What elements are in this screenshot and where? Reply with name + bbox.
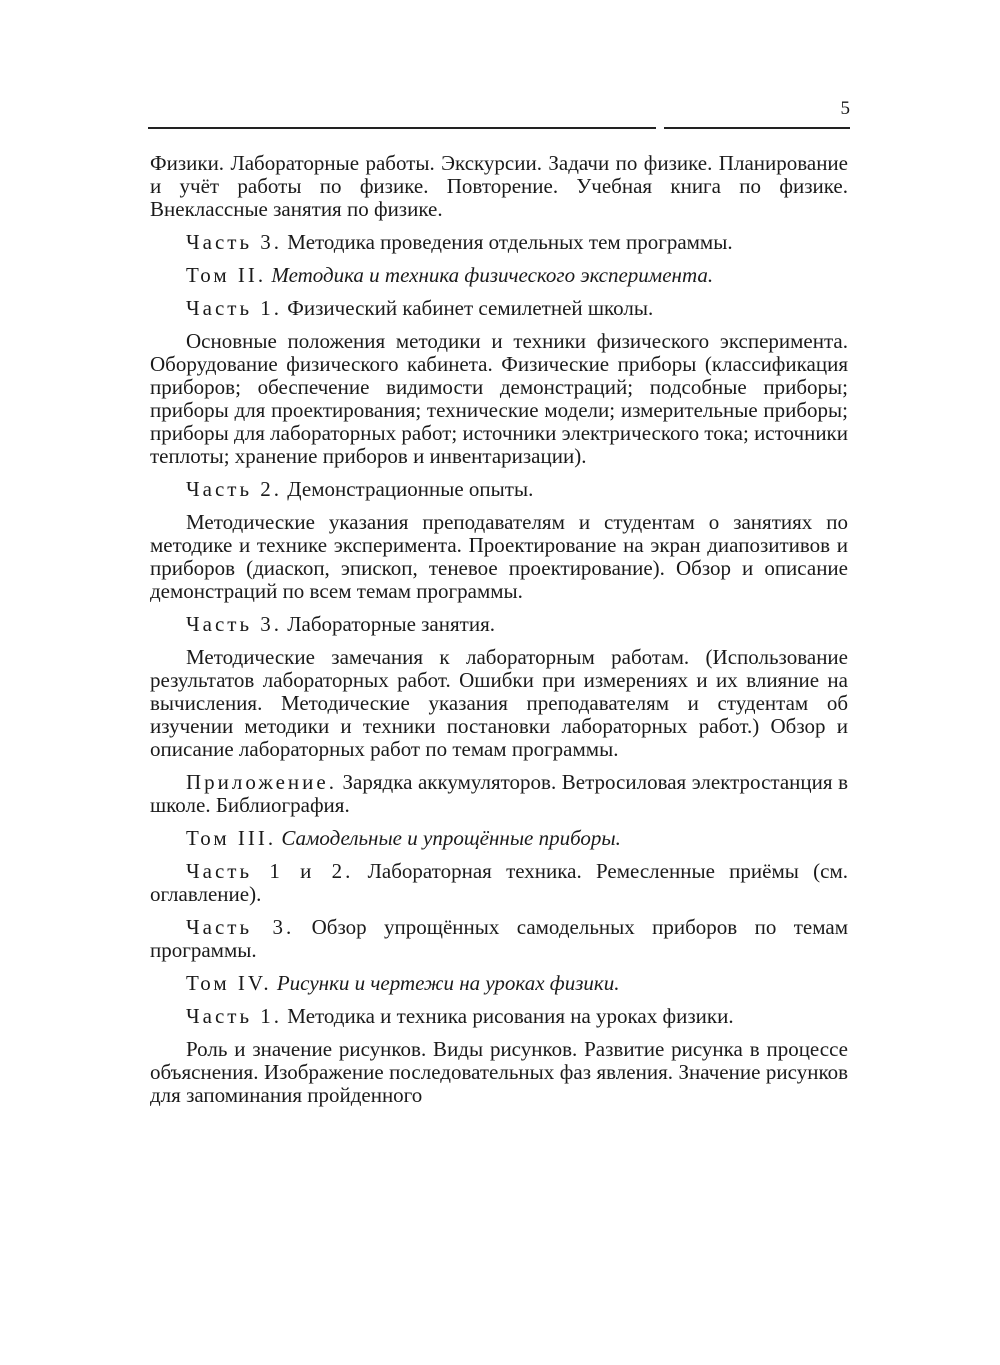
appendix-label: Приложение.	[186, 770, 337, 794]
part-heading	[150, 1005, 848, 1028]
part-heading	[150, 916, 848, 962]
part-title: Лабораторная техника. Ремесленные приёмы (см. оглавление).	[150, 859, 848, 906]
part-label: Часть 3.	[186, 612, 283, 636]
volume-label: Том III.	[186, 826, 277, 850]
paragraph	[150, 511, 848, 603]
part-title: Физический кабинет семилетней школы.	[287, 296, 654, 320]
paragraph-text: Методические указания преподавателям и студентам о занятиях по методике и технике эксперимента. Проектирование на экран диапозитивов и приборов (диаскоп, эпископ, теневое проектирование). Обзор и описание демонстраций по всем темам программы.	[150, 510, 848, 603]
part-label: Часть 3.	[186, 230, 283, 254]
volume-label: Том II.	[186, 263, 267, 287]
volume-label: Том IV.	[186, 971, 272, 995]
part-title: Обзор упрощённых самодельных приборов по темам программы.	[150, 915, 849, 962]
volume-heading	[150, 972, 848, 995]
part-title: Лабораторные занятия.	[287, 612, 495, 636]
part-label: Часть 3.	[186, 915, 295, 939]
volume-title: Методика и техника физического эксперимента.	[271, 263, 714, 287]
volume-title: Самодельные и упрощённые приборы.	[281, 826, 621, 850]
page-number: 5	[840, 98, 850, 119]
part-label: Часть 1.	[186, 1004, 283, 1028]
part-heading	[150, 297, 848, 320]
appendix-text: Зарядка аккумуляторов. Ветросиловая электростанция в школе. Библиография.	[150, 770, 848, 817]
paragraph	[150, 330, 848, 468]
part-label: Часть 1 и 2.	[186, 859, 354, 883]
volume-heading	[150, 264, 848, 287]
paragraph	[150, 1038, 848, 1107]
paragraph-text: Физики. Лабораторные работы. Экскурсии. Задачи по физике. Планирование и учёт работы по физике. Повторение. Учебная книга по физике. Внеклассные занятия по физике.	[150, 151, 848, 221]
part-title: Демонстрационные опыты.	[287, 477, 534, 501]
header-rule-right	[664, 127, 850, 129]
paragraph-text: Основные положения методики и техники физического эксперимента. Оборудование физического кабинета. Физические приборы (классификация приборов; обеспечение видимости демонстраций; подсобные приборы; приборы для проектирования; технические модели; измерительные приборы; приборы для лабораторных работ; источники электрического тока; источники теплоты; хранение приборов и инвентаризации).	[150, 329, 848, 468]
part-heading	[150, 478, 848, 501]
header-rule-left	[148, 127, 656, 129]
paragraph	[150, 646, 848, 761]
volume-title: Рисунки и чертежи на уроках физики.	[276, 971, 620, 995]
part-title: Методика и техника рисования на уроках физики.	[287, 1004, 734, 1028]
paragraph-text: Методические замечания к лабораторным работам. (Использование результатов лабораторных работ. Ошибки при измерениях и их влияние на вычисления. Методические указания преподавателям и студентам об изучении методики и техники постановки лабораторных работ.) Обзор и описание лабораторных работ по темам программы.	[150, 645, 848, 761]
paragraph-text: Роль и значение рисунков. Виды рисунков. Развитие рисунка в процессе объяснения. Изображение последовательных фаз явления. Значение рисунков для запоминания пройденного	[150, 1037, 848, 1107]
part-title: Методика проведения отдельных тем программы.	[287, 230, 733, 254]
part-label: Часть 1.	[186, 296, 283, 320]
part-heading	[150, 613, 848, 636]
volume-heading	[150, 827, 848, 850]
part-heading	[150, 860, 848, 906]
body-text	[150, 152, 848, 1117]
part-label: Часть 2.	[186, 477, 283, 501]
part-heading	[150, 231, 848, 254]
paragraph-continuation	[150, 152, 848, 221]
appendix-paragraph	[150, 771, 848, 817]
